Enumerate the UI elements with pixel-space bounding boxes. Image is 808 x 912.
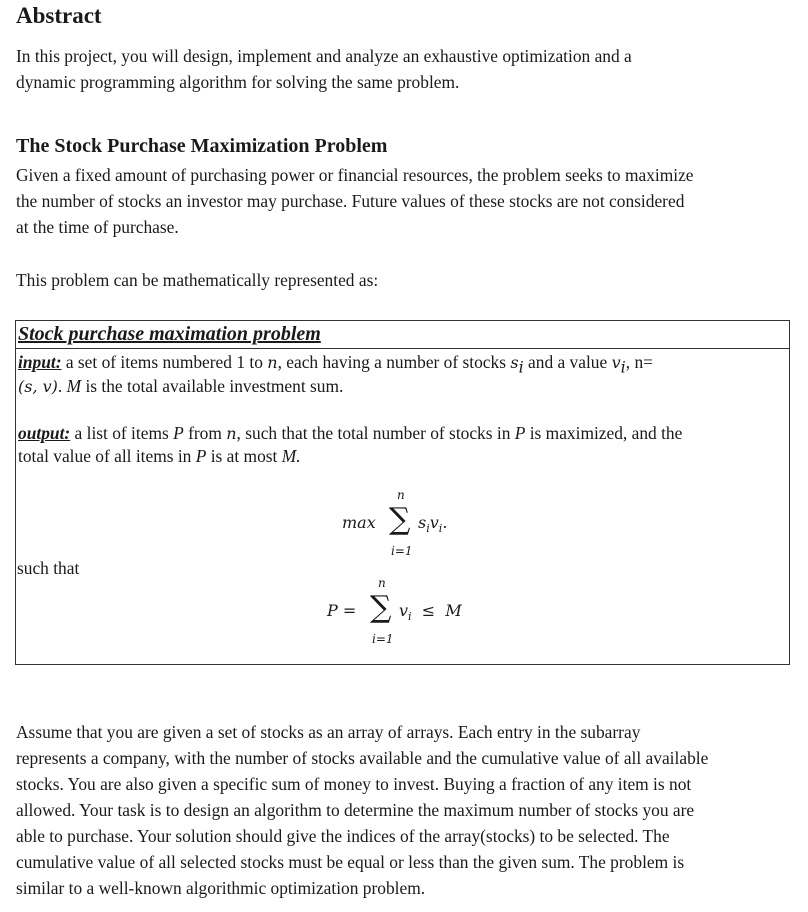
input-text-f: is the total available investment sum.: [81, 376, 344, 396]
output-text-a: a list of items: [70, 423, 174, 443]
body-line-4: allowed. Your task is to design an algorithm to determine the maximum number of stocks you are: [16, 800, 695, 820]
eq1-s: s: [418, 513, 427, 532]
output-text-c: , such that the total number of stocks in: [236, 423, 515, 443]
eq2-lower: i=1: [372, 632, 394, 646]
eq2-rel: ≤: [421, 601, 436, 620]
math-intro: This problem can be mathematically represented as:: [16, 270, 379, 290]
input-M: M: [66, 376, 82, 396]
eq2-v: v: [399, 601, 409, 620]
input-tuple: (s, v): [18, 377, 58, 396]
body-line-5: able to purchase. Your solution should give the indices of the array(stocks) to be selected. The: [16, 826, 670, 846]
input-text-a: a set of items numbered 1 to: [61, 352, 268, 372]
eq1-s-sub: i: [426, 522, 430, 536]
body-line-6: cumulative value of all selected stocks must be equal or less than the given sum. The problem is: [16, 852, 685, 872]
input-v-sub: i: [620, 357, 626, 377]
output-text-e: total value of all items in: [18, 446, 196, 466]
eq2-term: [399, 602, 462, 626]
output-M: M.: [281, 446, 301, 466]
input-text-e: .: [57, 376, 67, 396]
problem-intro: [16, 162, 792, 240]
problem-heading: The Stock Purchase Maximization Problem: [16, 135, 388, 157]
body-line-7: similar to a well-known algorithmic optimization problem.: [16, 878, 426, 898]
input-line-2: [18, 375, 343, 398]
eq2-P-text: P =: [327, 601, 357, 620]
eq2-P: [327, 602, 356, 620]
output-P1: P: [173, 423, 184, 443]
output-text-f: is at most: [206, 446, 282, 466]
input-s: s: [510, 353, 519, 372]
input-n: n: [267, 353, 278, 372]
abstract-line-1: In this project, you will design, implement and analyze an exhaustive optimization and a: [16, 46, 632, 66]
body-line-2: represents a company, with the number of stocks available and the cumulative value of all available: [16, 748, 709, 768]
abstract-heading: Abstract: [16, 3, 102, 28]
output-line-1: [18, 422, 682, 445]
body-line-1: Assume that you are given a set of stocks as an array of arrays. Each entry in the subarray: [16, 722, 641, 742]
input-s-sub: i: [518, 357, 524, 377]
output-n: n: [226, 424, 237, 443]
input-text-b: , each having a number of stocks: [277, 352, 511, 372]
eq1-term: [418, 514, 447, 538]
intro-line-3: at the time of purchase.: [16, 217, 179, 237]
problem-definition-box: [15, 320, 790, 665]
body-line-3: stocks. You are also given a specific sum of money to invest. Buying a fraction of any item is not: [16, 774, 692, 794]
eq1-v-sub: i: [438, 522, 443, 536]
intro-line-2: the number of stocks an investor may purchase. Future values of these stocks are not considered: [16, 191, 685, 211]
output-P3: P: [195, 446, 207, 466]
box-title-row: [16, 321, 789, 349]
intro-line-1: Given a fixed amount of purchasing power or financial resources, the problem seeks to maximize: [16, 165, 694, 185]
eq1-lower: i=1: [391, 544, 413, 558]
output-text-d: is maximized, and the: [525, 423, 683, 443]
eq1-max: max: [342, 513, 376, 532]
abstract-line-2: dynamic programming algorithm for solving the same problem.: [16, 72, 460, 92]
eq2-upper: n: [378, 576, 386, 590]
eq1-dot: .: [442, 513, 448, 532]
eq1-sigma: ∑: [389, 502, 411, 537]
input-text-d: , n=: [625, 352, 653, 372]
eq2-M: M: [445, 601, 462, 620]
eq1-upper: n: [397, 488, 405, 502]
eq2-v-sub: i: [408, 610, 412, 624]
input-label: input:: [18, 352, 62, 372]
input-v: v: [611, 353, 621, 372]
eq1-v: v: [429, 513, 439, 532]
eq2-sigma: ∑: [370, 590, 392, 625]
output-P2: P: [514, 423, 526, 443]
output-line-2: [18, 445, 301, 468]
output-text-b: from: [183, 423, 227, 443]
input-text-c: and a value: [523, 352, 612, 372]
output-label: output:: [18, 423, 71, 443]
assignment-paragraph: [16, 719, 792, 901]
such-that-label: such that: [17, 558, 80, 578]
abstract-text: [16, 43, 792, 95]
box-title: Stock purchase maximation problem: [18, 323, 321, 345]
